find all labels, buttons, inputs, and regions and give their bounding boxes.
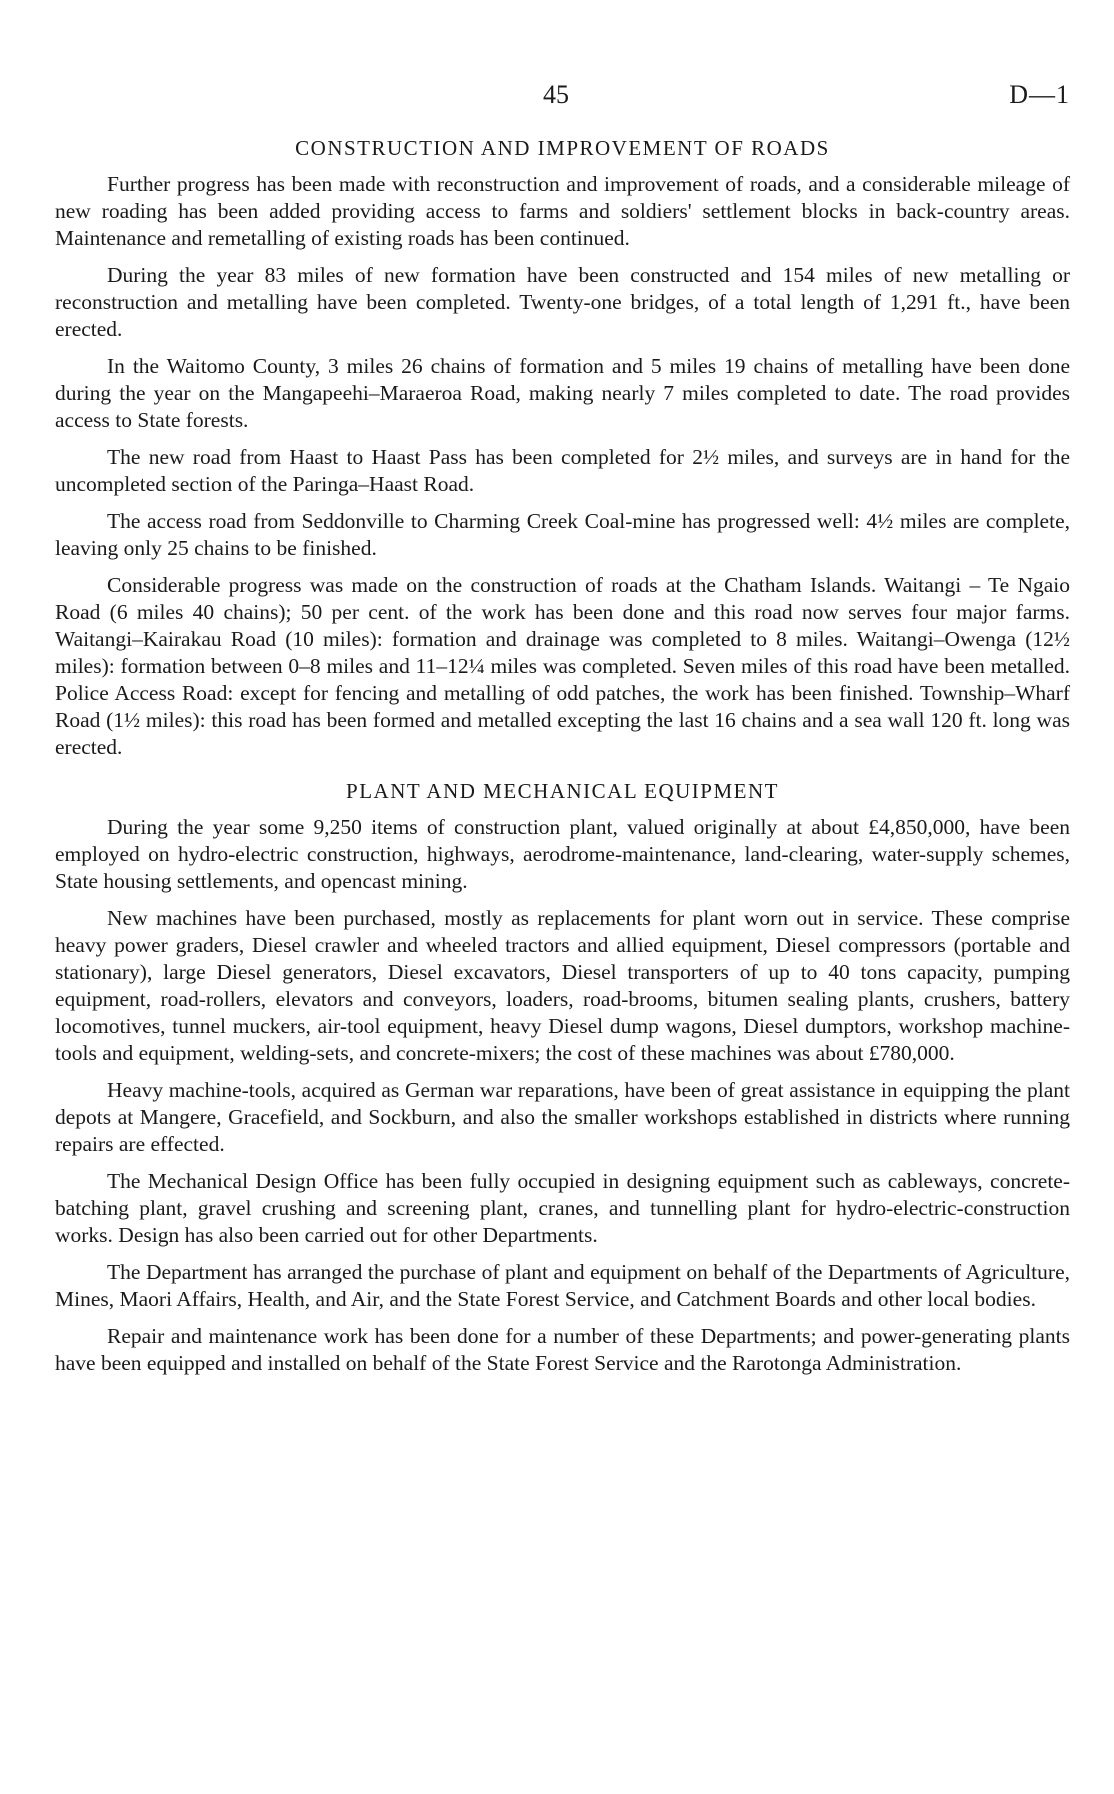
- section-heading: PLANT AND MECHANICAL EQUIPMENT: [346, 779, 779, 803]
- page-header: [0, 80, 1114, 116]
- page-body: [55, 136, 1070, 1387]
- paragraph: The access road from Seddonville to Charming Creek Coal-mine has progressed well: 4½ miles are complete, leaving only 25 chains to be finished.: [55, 509, 1070, 560]
- paragraph: The Mechanical Design Office has been fully occupied in designing equipment such as cableways, concrete-batching plant, gravel crushing and screening plant, cranes, and tunnelling plant for hydro-electric-construction works. Design has also been carried out for other Departments.: [55, 1169, 1070, 1247]
- document-reference: D—1: [1009, 80, 1070, 109]
- paragraph: Repair and maintenance work has been done for a number of these Departments; and power-generating plants have been equipped and installed on behalf of the State Forest Service and the Rarotonga Administration.: [55, 1324, 1070, 1375]
- paragraph: The new road from Haast to Haast Pass has been completed for 2½ miles, and surveys are in hand for the uncompleted section of the Paringa–Haast Road.: [55, 445, 1070, 496]
- paragraph: During the year 83 miles of new formation have been constructed and 154 miles of new metalling or reconstruction and metalling have been completed. Twenty-one bridges, of a total length of 1,291 ft., have been erected.: [55, 263, 1070, 341]
- paragraph: New machines have been purchased, mostly as replacements for plant worn out in service. These comprise heavy power graders, Diesel crawler and wheeled tractors and allied equipment, Diesel compressors (portable and stationary), large Diesel generators, Diesel excavators, Diesel transporters of up to 40 tons capacity, pumping equipment, road-rollers, elevators and conveyors, loaders, road-brooms, bitumen sealing plants, crushers, battery locomotives, tunnel muckers, air-tool equipment, heavy Diesel dump wagons, Diesel dumptors, workshop machine-tools and equipment, welding-sets, and concrete-mixers; the cost of these machines was about £780,000.: [55, 906, 1070, 1065]
- paragraph: During the year some 9,250 items of construction plant, valued originally at about £4,850,000, have been employed on hydro-electric construction, highways, aerodrome-maintenance, land-clearing, water-supply schemes, State housing settlements, and opencast mining.: [55, 815, 1070, 893]
- paragraph: Heavy machine-tools, acquired as German war reparations, have been of great assistance in equipping the plant depots at Mangere, Gracefield, and Sockburn, and also the smaller workshops established in districts where running repairs are effected.: [55, 1078, 1070, 1156]
- paragraph: The Department has arranged the purchase of plant and equipment on behalf of the Departments of Agriculture, Mines, Maori Affairs, Health, and Air, and the State Forest Service, and Catchment Boards and other local bodies.: [55, 1260, 1070, 1311]
- paragraph: Further progress has been made with reconstruction and improvement of roads, and a considerable mileage of new roading has been added providing access to farms and soldiers' settlement blocks in back-country areas. Maintenance and remetalling of existing roads has been continued.: [55, 172, 1070, 250]
- section-plant: [55, 779, 1070, 1377]
- section-roads: [55, 136, 1070, 761]
- paragraph: In the Waitomo County, 3 miles 26 chains of formation and 5 miles 19 chains of metalling have been done during the year on the Mangapeehi–Maraeroa Road, making nearly 7 miles completed to date. The road provides access to State forests.: [55, 354, 1070, 432]
- page-number: 45: [543, 80, 569, 109]
- section-heading: CONSTRUCTION AND IMPROVEMENT OF ROADS: [295, 136, 830, 160]
- paragraph: Considerable progress was made on the construction of roads at the Chatham Islands. Waitangi – Te Ngaio Road (6 miles 40 chains); 50 per cent. of the work has been done and this road now serves four major farms. Waitangi–Kairakau Road (10 miles): formation and drainage was completed to 8 miles. Waitangi–Owenga (12½ miles): formation between 0–8 miles and 11–12¼ miles was completed. Seven miles of this road have been metalled. Police Access Road: except for fencing and metalling of odd patches, the work has been finished. Township–Wharf Road (1½ miles): this road has been formed and metalled excepting the last 16 chains and a sea wall 120 ft. long was erected.: [55, 573, 1070, 759]
